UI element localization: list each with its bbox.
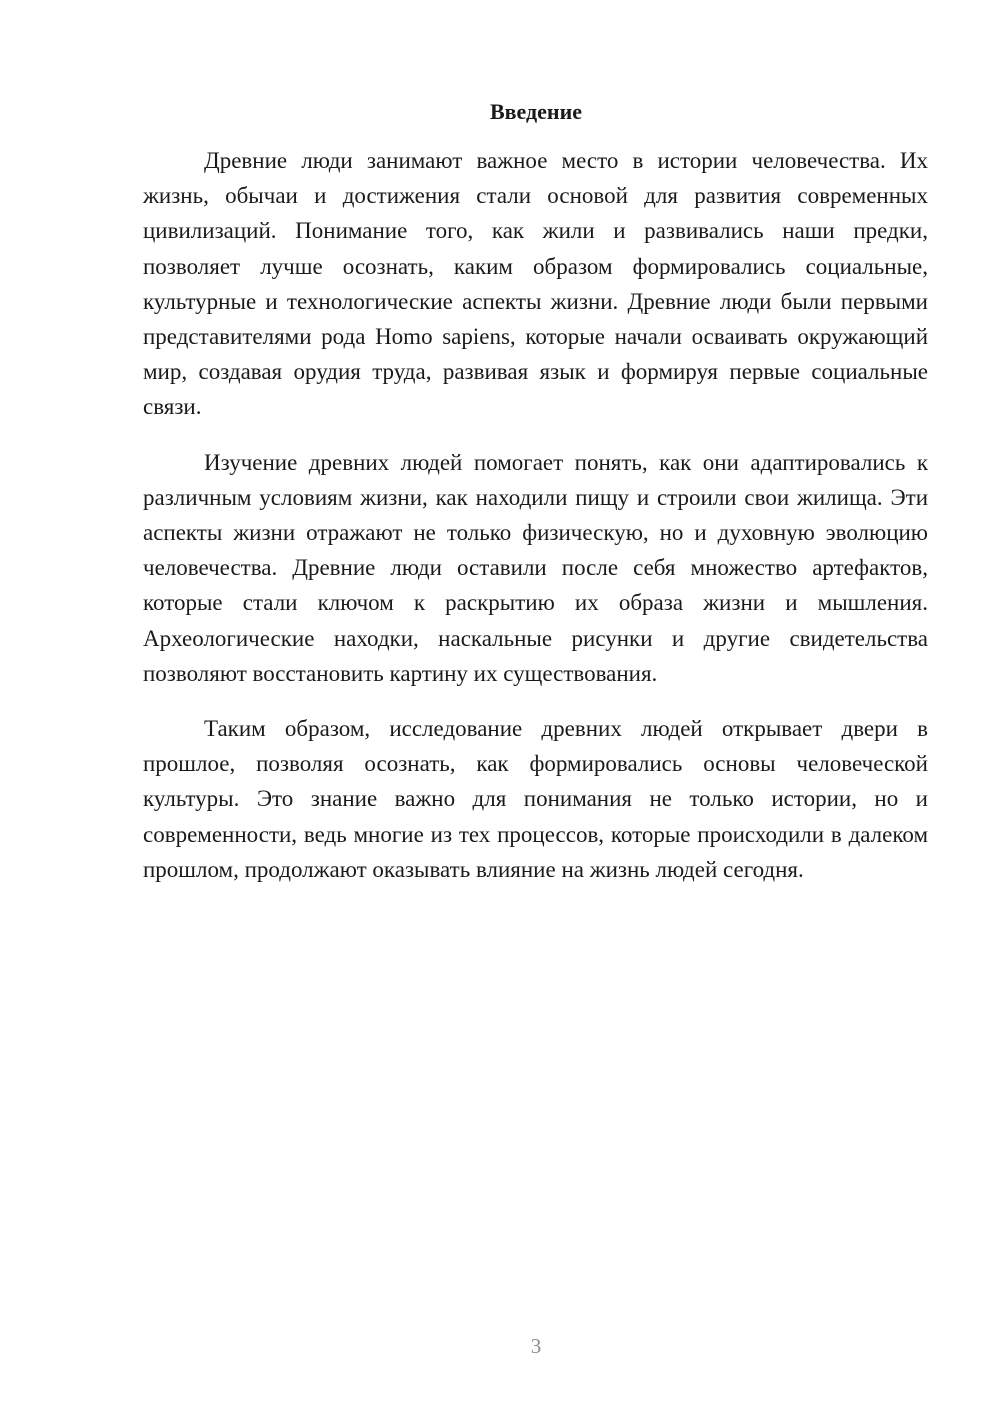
section-heading: Введение — [489, 99, 583, 124]
paragraph-2: Изучение древних людей помогает понять, как они адаптировались к различным условиям жизни, как находили пищу и строили свои жилища. Эти аспекты жизни отражают не только физическую, но и духовную эволюцию человечества. Древние люди оставили после себя множество артефактов, которые стали ключом к раскрытию их образа жизни и мышления. Археологические находки, наскальные рисунки и другие свидетельства позволяют восстановить картину их существования. — [143, 449, 928, 686]
body-text — [143, 143, 928, 907]
paragraph-3: Таким образом, исследование древних людей открывает двери в прошлое, позволяя осознать, как формировались основы человеческой культуры. Это знание важно для понимания не только истории, но и современности, ведь многие из тех процессов, которые происходили в далеком прошлом, продолжают оказывать влияние на жизнь людей сегодня. — [143, 716, 928, 882]
paragraph-1: Древние люди занимают важное место в истории человечества. Их жизнь, обычаи и достижения стали основой для развития современных цивилизаций. Понимание того, как жили и развивались наши предки, позволяет лучше осознать, каким образом формировались социальные, культурные и технологические аспекты жизни. Древние люди были первыми представителями рода Homo sapiens, которые начали осваивать окружающий мир, создавая орудия труда, развивая язык и формируя первые социальные связи. — [143, 148, 928, 420]
page-number: 3 — [530, 1334, 542, 1358]
